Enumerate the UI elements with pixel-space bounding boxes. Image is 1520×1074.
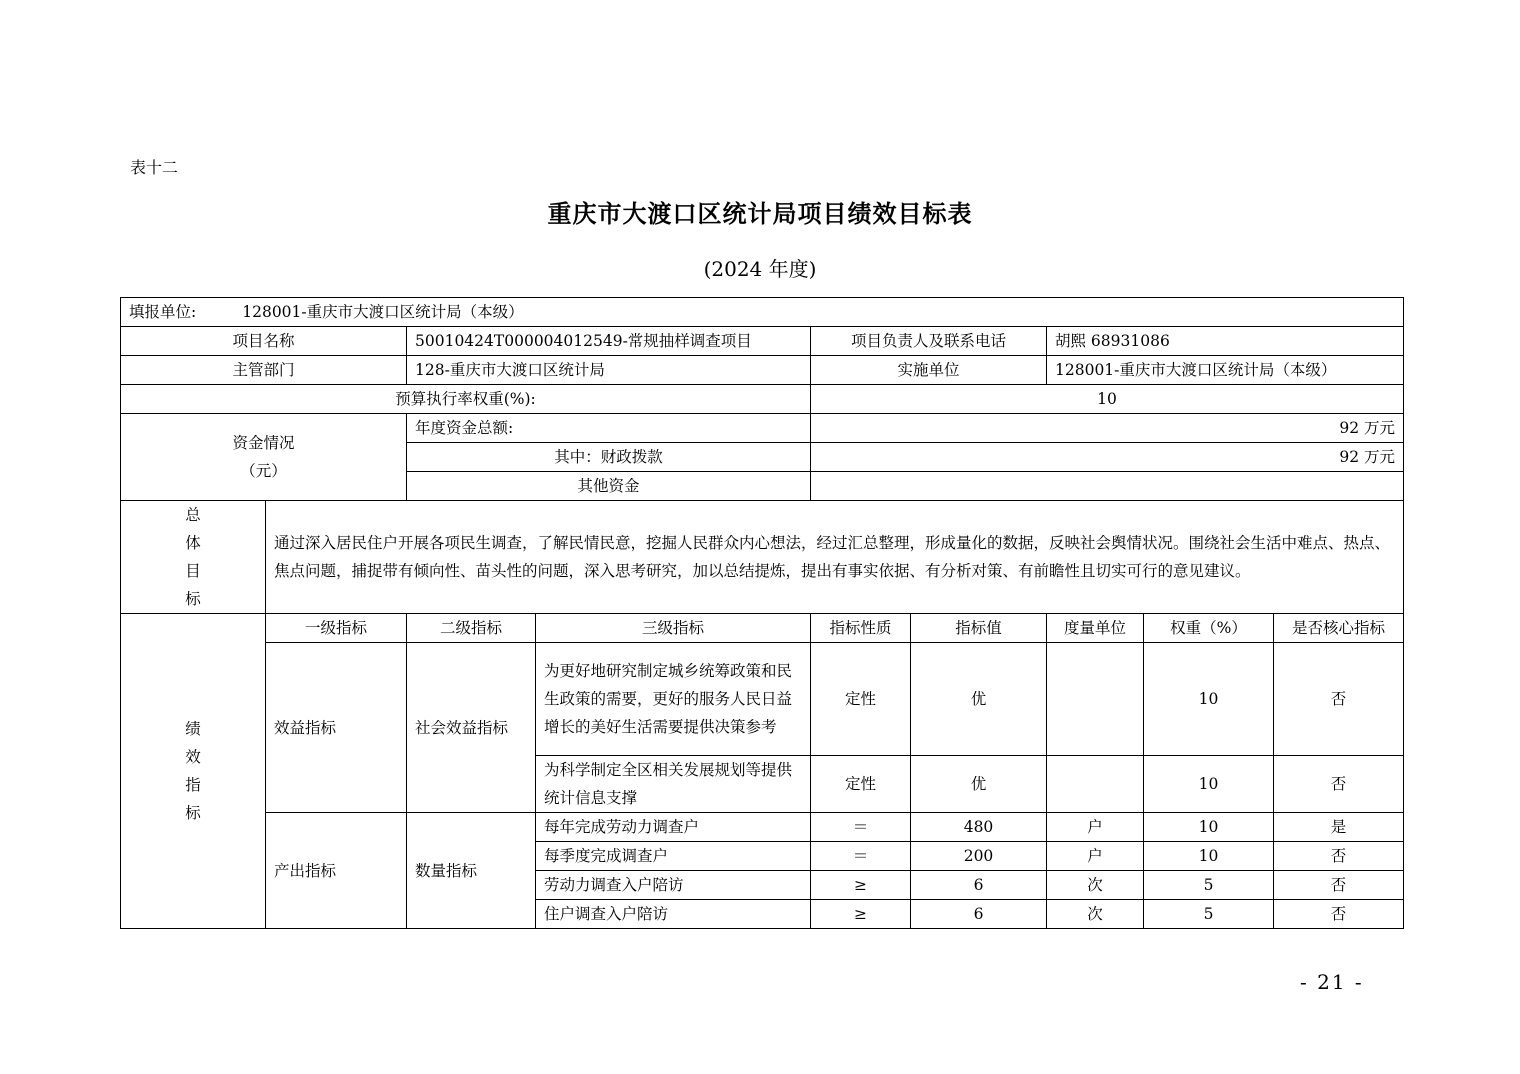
header-weight: 权重（%） bbox=[1144, 614, 1274, 643]
filler-unit-label: 填报单位: bbox=[129, 303, 197, 321]
performance-table bbox=[120, 297, 1404, 929]
indicator-weight: 10 bbox=[1144, 756, 1274, 813]
project-leader-value: 胡熙 68931086 bbox=[1047, 327, 1404, 356]
indicators-char: 绩 bbox=[185, 720, 201, 738]
indicator-nature: 定性 bbox=[811, 643, 911, 756]
project-leader-label: 项目负责人及联系电话 bbox=[811, 327, 1047, 356]
indicator-nature: ＝ bbox=[811, 813, 911, 842]
overall-goal-text: 通过深入居民住户开展各项民生调查，了解民情民意，挖掘人民群众内心想法，经过汇总整理，形成量化的数据，反映社会舆情状况。围绕社会生活中难点、热点、焦点问题，捕捉带有倾向性、苗头性的问题，深入思考研究，加以总结提炼，提出有事实依据、有分析对策、有前瞻性且切实可行的意见建议。 bbox=[266, 501, 1404, 614]
page-title: 重庆市大渡口区统计局项目绩效目标表 bbox=[547, 199, 973, 228]
indicator-level3: 住户调查入户陪访 bbox=[536, 900, 811, 929]
impl-unit-value: 128001-重庆市大渡口区统计局（本级） bbox=[1047, 356, 1404, 385]
header-level3: 三级指标 bbox=[536, 614, 811, 643]
funds-fiscal-value: 92 万元 bbox=[811, 443, 1404, 472]
group1-level2: 社会效益指标 bbox=[407, 643, 536, 813]
dept-value: 128-重庆市大渡口区统计局 bbox=[407, 356, 811, 385]
indicators-char: 效 bbox=[185, 748, 201, 766]
funds-label bbox=[121, 414, 407, 501]
filler-unit-cell bbox=[121, 298, 1404, 327]
funds-other-value bbox=[811, 472, 1404, 501]
indicator-unit: 次 bbox=[1047, 900, 1144, 929]
overall-goal-char: 总 bbox=[185, 506, 201, 524]
overall-goal-char: 目 bbox=[185, 562, 201, 580]
indicator-weight: 10 bbox=[1144, 842, 1274, 871]
indicator-level3: 劳动力调查入户陪访 bbox=[536, 871, 811, 900]
project-name-row bbox=[121, 327, 1404, 356]
group2-level2: 数量指标 bbox=[407, 813, 536, 929]
indicator-weight: 10 bbox=[1144, 813, 1274, 842]
indicator-level3: 每年完成劳动力调查户 bbox=[536, 813, 811, 842]
funds-fiscal-label: 其中：财政拨款 bbox=[407, 443, 811, 472]
funds-label-line2: （元） bbox=[240, 462, 287, 480]
header-nature: 指标性质 bbox=[811, 614, 911, 643]
indicator-weight: 10 bbox=[1144, 643, 1274, 756]
indicator-nature: ≥ bbox=[811, 871, 911, 900]
indicator-core: 否 bbox=[1274, 756, 1404, 813]
indicator-weight: 5 bbox=[1144, 871, 1274, 900]
indicator-core: 否 bbox=[1274, 842, 1404, 871]
header-value: 指标值 bbox=[911, 614, 1047, 643]
indicator-value: 6 bbox=[911, 871, 1047, 900]
indicator-weight: 5 bbox=[1144, 900, 1274, 929]
indicator-header-row bbox=[121, 614, 1404, 643]
indicator-core: 否 bbox=[1274, 871, 1404, 900]
funds-total-label: 年度资金总额: bbox=[407, 414, 811, 443]
indicator-level3: 为科学制定全区相关发展规划等提供统计信息支撑 bbox=[536, 756, 811, 813]
indicator-core: 否 bbox=[1274, 900, 1404, 929]
overall-goal-label bbox=[121, 501, 266, 614]
indicator-nature: ≥ bbox=[811, 900, 911, 929]
indicator-nature: 定性 bbox=[811, 756, 911, 813]
indicator-value: 480 bbox=[911, 813, 1047, 842]
overall-goal-row bbox=[121, 501, 1404, 614]
filler-unit-value: 128001-重庆市大渡口区统计局（本级） bbox=[242, 303, 524, 321]
header-level2: 二级指标 bbox=[407, 614, 536, 643]
group2-level1: 产出指标 bbox=[266, 813, 407, 929]
indicator-core: 否 bbox=[1274, 643, 1404, 756]
indicator-level3: 为更好地研究制定城乡统筹政策和民生政策的需要，更好的服务人民日益增长的美好生活需要提供决策参考 bbox=[536, 643, 811, 756]
funds-label-line1: 资金情况 bbox=[232, 434, 295, 452]
budget-weight-value: 10 bbox=[811, 385, 1404, 414]
project-name-label: 项目名称 bbox=[121, 327, 407, 356]
indicator-level3: 每季度完成调查户 bbox=[536, 842, 811, 871]
indicator-value: 200 bbox=[911, 842, 1047, 871]
indicators-char: 指 bbox=[185, 776, 201, 794]
department-row bbox=[121, 356, 1404, 385]
indicator-unit: 次 bbox=[1047, 871, 1144, 900]
indicator-row bbox=[121, 813, 1404, 842]
budget-weight-label: 预算执行率权重(%): bbox=[121, 385, 811, 414]
budget-weight-row bbox=[121, 385, 1404, 414]
header-unit: 度量单位 bbox=[1047, 614, 1144, 643]
indicator-unit: 户 bbox=[1047, 813, 1144, 842]
indicator-core: 是 bbox=[1274, 813, 1404, 842]
header-level1: 一级指标 bbox=[266, 614, 407, 643]
header-core: 是否核心指标 bbox=[1274, 614, 1404, 643]
overall-goal-char: 标 bbox=[185, 590, 201, 608]
indicator-value: 优 bbox=[911, 756, 1047, 813]
funds-other-label: 其他资金 bbox=[407, 472, 811, 501]
project-name-value: 50010424T000004012549-常规抽样调查项目 bbox=[407, 327, 811, 356]
indicator-value: 6 bbox=[911, 900, 1047, 929]
page-number: - 21 - bbox=[1300, 970, 1364, 994]
group1-level1: 效益指标 bbox=[266, 643, 407, 813]
indicators-char: 标 bbox=[185, 804, 201, 822]
impl-unit-label: 实施单位 bbox=[811, 356, 1047, 385]
funds-total-row bbox=[121, 414, 1404, 443]
indicator-value: 优 bbox=[911, 643, 1047, 756]
indicator-unit bbox=[1047, 643, 1144, 756]
overall-goal-char: 体 bbox=[185, 534, 201, 552]
page-subtitle: (2024 年度) bbox=[703, 257, 817, 281]
funds-total-value: 92 万元 bbox=[811, 414, 1404, 443]
table-label: 表十二 bbox=[130, 158, 179, 177]
indicator-unit bbox=[1047, 756, 1144, 813]
indicator-nature: ＝ bbox=[811, 842, 911, 871]
indicator-unit: 户 bbox=[1047, 842, 1144, 871]
dept-label: 主管部门 bbox=[121, 356, 407, 385]
indicators-label bbox=[121, 614, 266, 929]
filler-unit-row bbox=[121, 298, 1404, 327]
